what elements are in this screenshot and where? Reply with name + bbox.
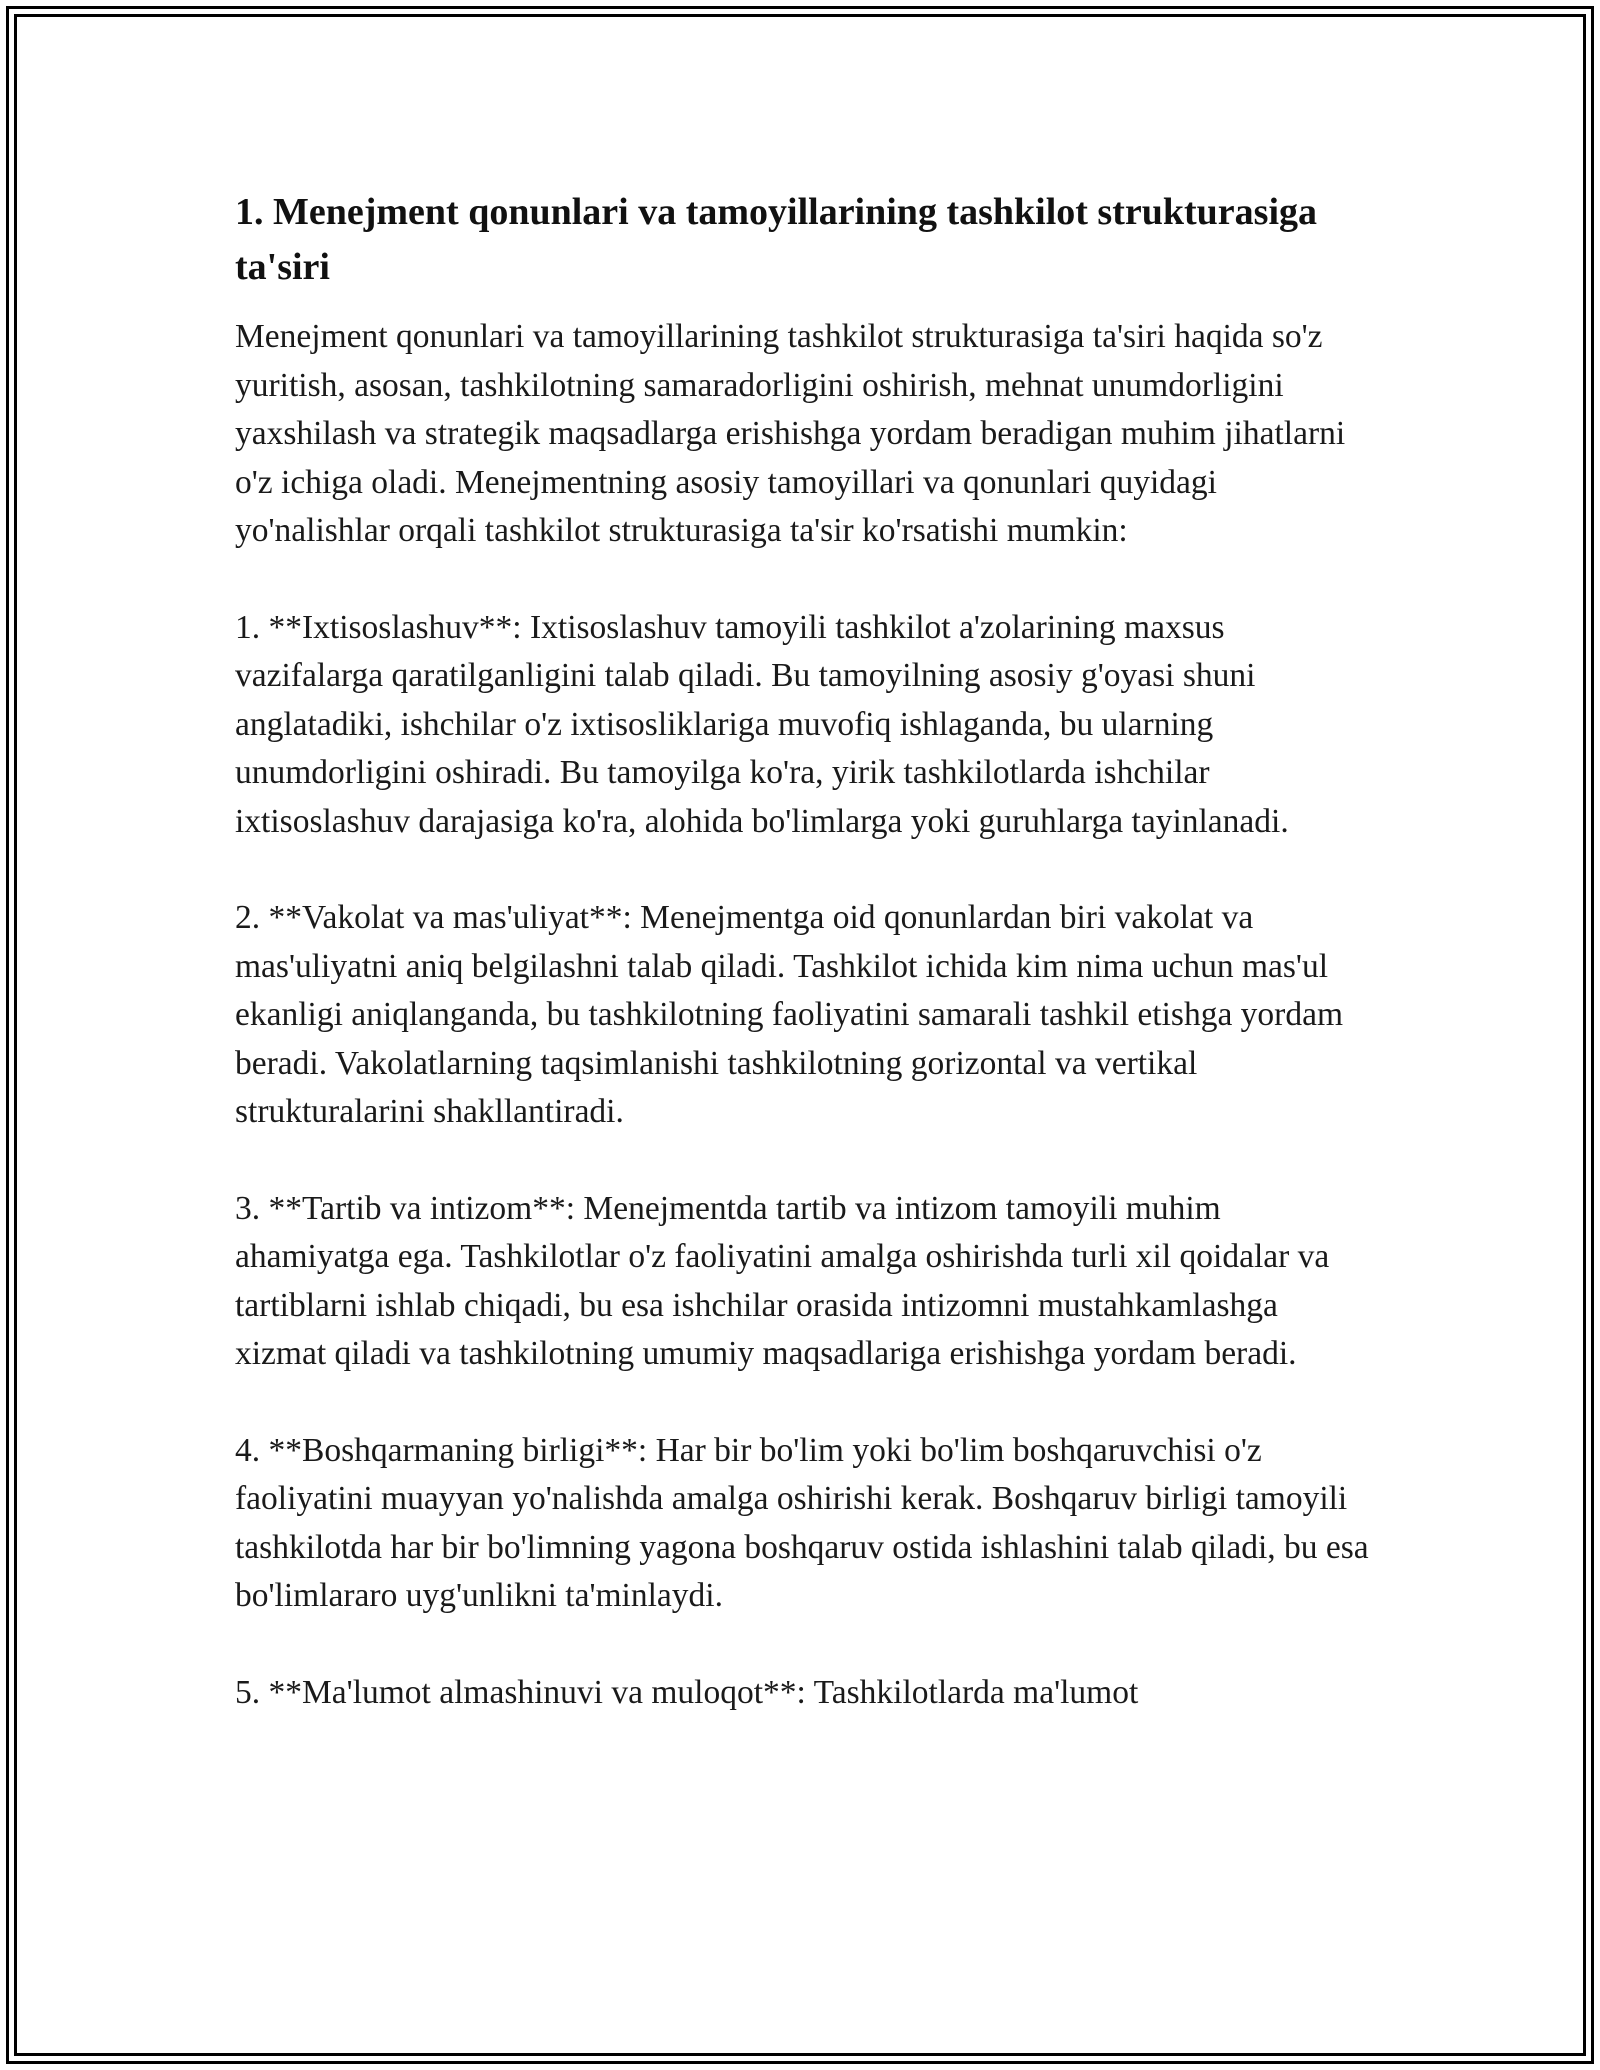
list-item-specialization: 1. **Ixtisoslashuv**: Ixtisoslashuv tamoyili tashkilot a'zolarining maxsus vazifalarga qaratilganligini talab qiladi. Bu tamoyilning asosiy g'oyasi shuni anglatadiki, ishchilar o'z ixtisosliklariga muvofiq ishlaganda, bu ularning unumdorligini oshiradi. Bu tamoyilga ko'ra, yirik tashkilotlarda ishchilar ixtisoslashuv darajasiga ko'ra, alohida bo'limlarga yoki guruhlarga tayinlanadi.: [235, 608, 1289, 840]
list-item-discipline: 3. **Tartib va intizom**: Menejmentda tartib va intizom tamoyili muhim ahamiyatga ega. Tashkilotlar o'z faoliyatini amalga oshirishda turli xil qoidalar va tartiblarni ishlab chiqadi, bu esa ishchilar orasida intizomni mustahkamlashga xizmat qiladi va tashkilotning umumiy maqsadlariga erishishga yordam beradi.: [235, 1189, 1330, 1372]
list-item-communication: 5. **Ma'lumot almashinuvi va muloqot**: Tashkilotlarda ma'lumot: [235, 1673, 1139, 1711]
list-item-authority: 2. **Vakolat va mas'uliyat**: Menejmentga oid qonunlardan biri vakolat va mas'uliyatni aniq belgilashni talab qiladi. Tashkilot ichida kim nima uchun mas'ul ekanligi aniqlanganda, bu tashkilotning faoliyatini samarali tashkil etishga yordam beradi. Vakolatlarning taqsimlanishi tashkilotning gorizontal va vertikal strukturalarini shakllantiradi.: [235, 899, 1344, 1130]
list-item-unity-of-command: 4. **Boshqarmaning birligi**: Har bir bo'lim yoki bo'lim boshqaruvchisi o'z faoliyatini muayyan yo'nalishda amalga oshirishi kerak. Boshqaruv birligi tamoyili tashkilotda har bir bo'limning yagona boshqaruv ostida ishlashini talab qiladi, bu esa bo'limlararo uyg'unlikni ta'minlaydi.: [235, 1431, 1369, 1614]
document-page: [235, 185, 1370, 1765]
intro-paragraph: Menejment qonunlari va tamoyillarining tashkilot strukturasiga ta'siri haqida so'z yuritish, asosan, tashkilotning samaradorligini oshirish, mehnat unumdorligini yaxshilash va strategik maqsadlarga erishishga yordam beradigan muhim jihatlarni o'z ichiga oladi. Menejmentning asosiy tamoyillari va qonunlari quyidagi yo'nalishlar orqali tashkilot strukturasiga ta'sir ko'rsatishi mumkin:: [235, 318, 1346, 549]
document-title: 1. Menejment qonunlari va tamoyillarining tashkilot strukturasiga ta'siri: [235, 191, 1317, 288]
